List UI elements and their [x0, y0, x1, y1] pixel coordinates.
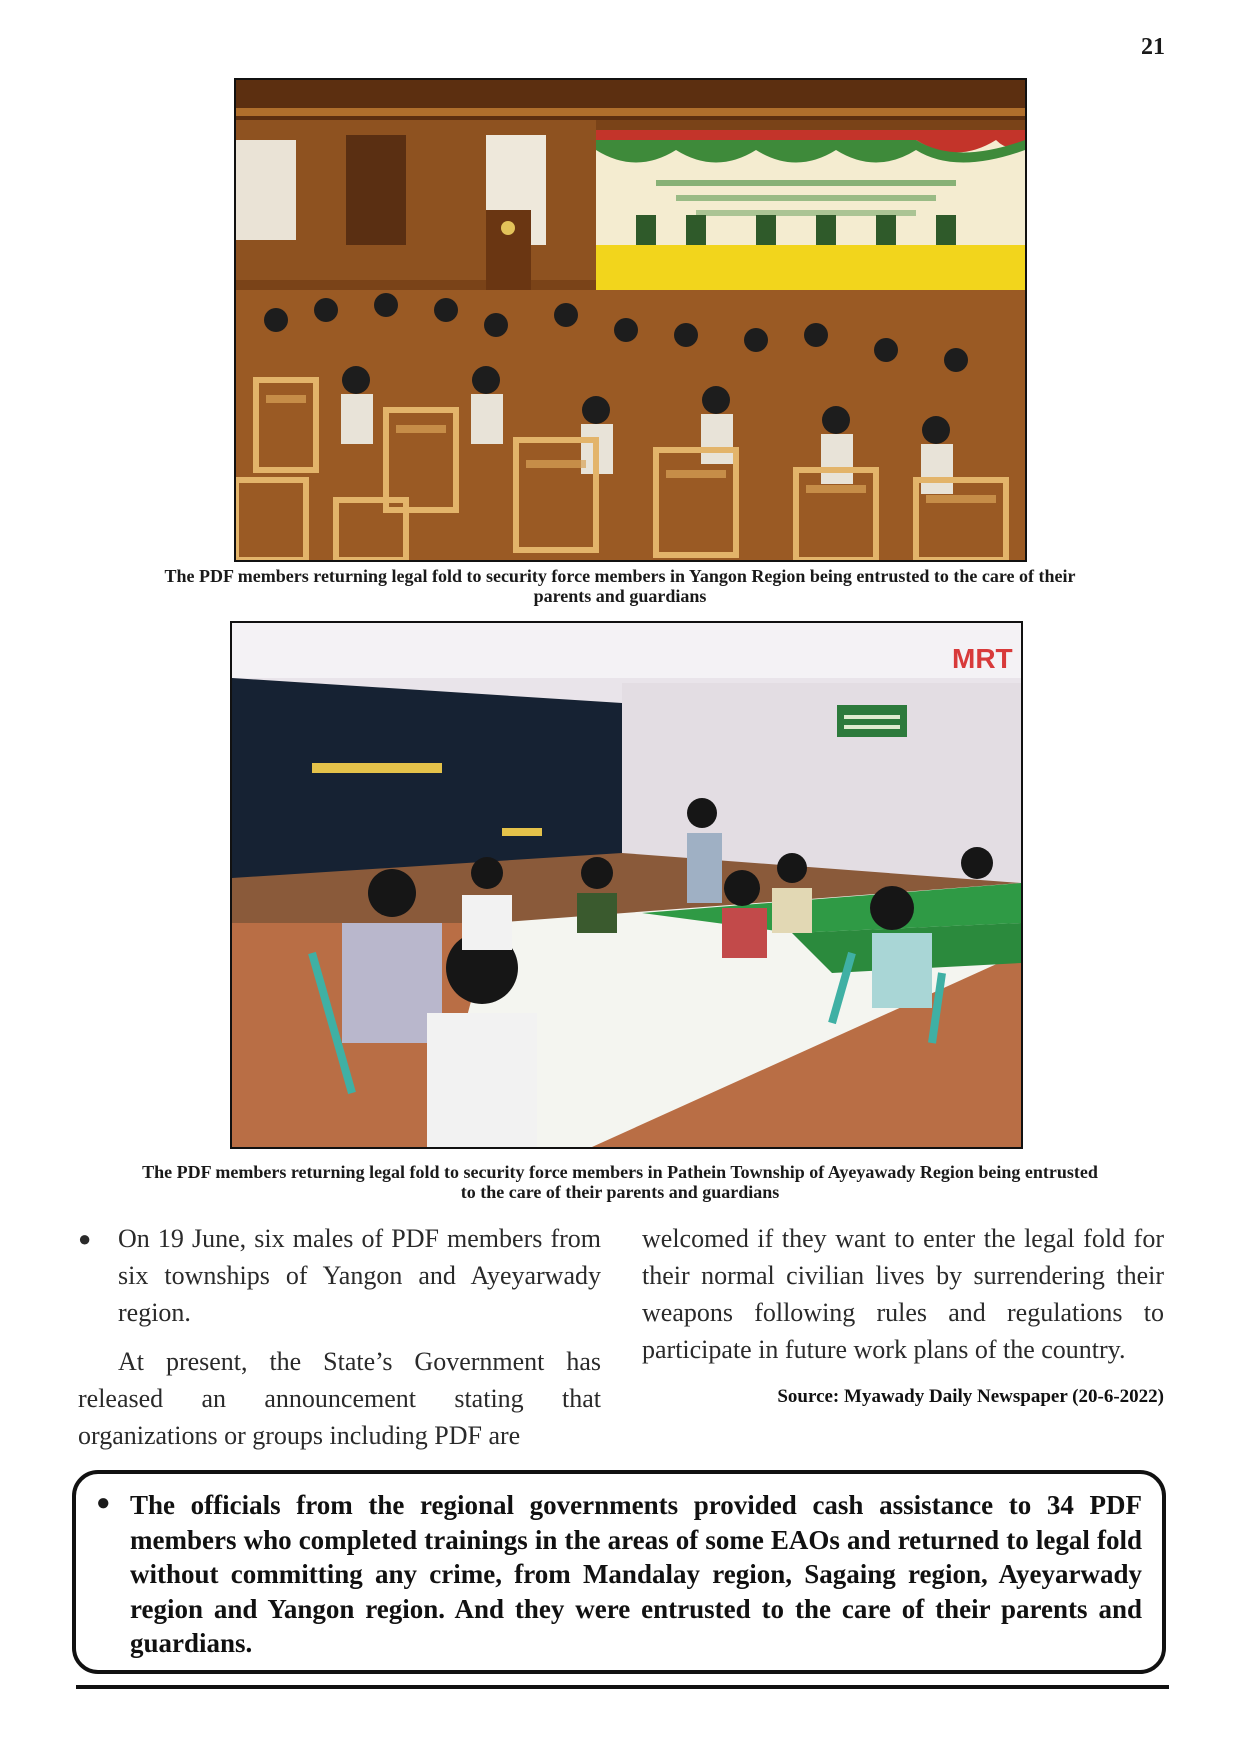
- highlight-box: [72, 1470, 1166, 1674]
- bullet-icon: ●: [96, 1490, 111, 1516]
- bottom-rule: [76, 1685, 1169, 1689]
- photo-pathein-meeting: [230, 621, 1023, 1149]
- photo-caption-yangon: The PDF members returning legal fold to security force members in Yangon Region being entrusted to the care of their parents and guardians: [164, 566, 1076, 606]
- bullet-icon: ●: [78, 1226, 92, 1251]
- article-column-right: [642, 1220, 1164, 1415]
- photo-caption-pathein: The PDF members returning legal fold to security force members in Pathein Township of Ayeyawady Region being entrusted to the care of their parents and guardians: [142, 1162, 1098, 1202]
- page-number: 21: [1141, 34, 1165, 60]
- article-source: Source: Myawady Daily Newspaper (20-6-2022): [777, 1386, 1164, 1407]
- article-column-left: [78, 1220, 601, 1454]
- article-bullet: [78, 1220, 601, 1331]
- mrt-watermark: MRT: [952, 643, 1013, 674]
- article-bullet-text: On 19 June, six males of PDF members from six townships of Yangon and Ayeyarwady region.: [118, 1224, 601, 1327]
- article-paragraph-left: At present, the State’s Government has released an announcement stating that organizations or groups including PDF are: [78, 1347, 601, 1450]
- highlight-text: The officials from the regional governments provided cash assistance to 34 PDF members who completed trainings in the areas of some EAOs and returned to legal fold without committing any crime, from Mandalay region, Sagaing region, Ayeyarwady region and Yangon region. And they were entrusted to the care of their parents and guardians.: [130, 1490, 1142, 1658]
- article-paragraph-right: welcomed if they want to enter the legal fold for their normal civilian lives by surrendering their weapons following rules and regulations to participate in future work plans of the country.: [642, 1224, 1164, 1364]
- photo-yangon-meeting: [234, 78, 1027, 562]
